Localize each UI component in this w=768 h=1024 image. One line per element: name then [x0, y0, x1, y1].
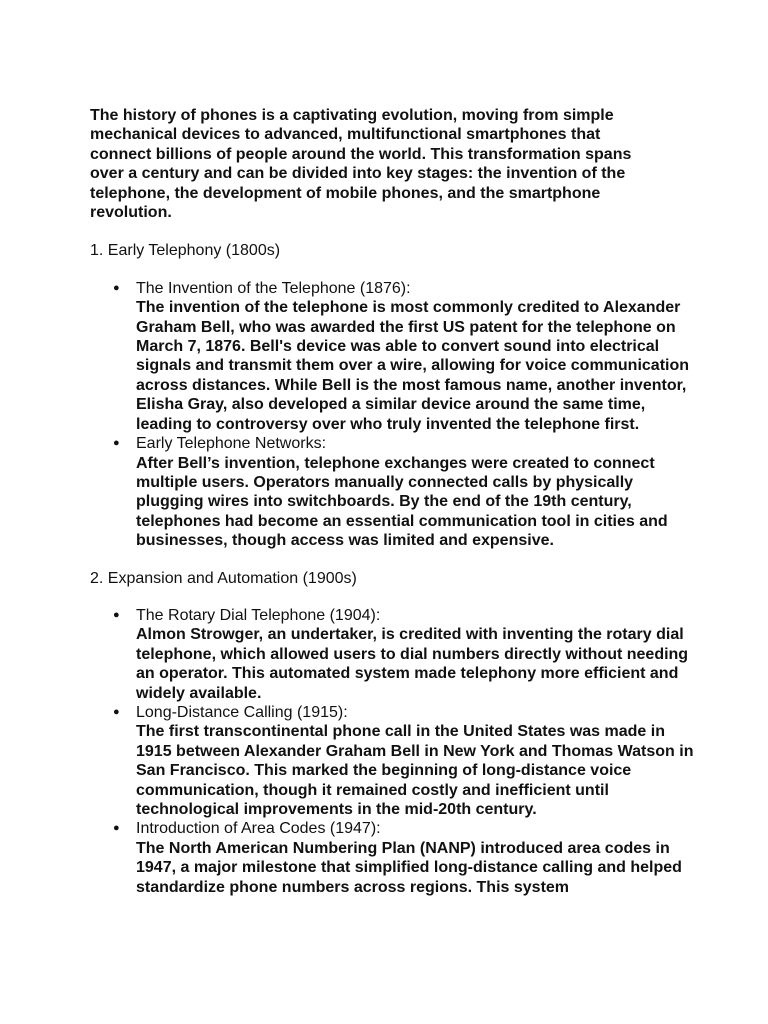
item-body: The North American Numbering Plan (NANP) introduced area codes in 1947, a major milestone that simplified long-distance calling and helped standardize phone numbers across regions. This system	[136, 839, 682, 896]
item-title: Early Telephone Networks:	[136, 435, 327, 453]
list-item	[113, 434, 696, 550]
section-heading: 2. Expansion and Automation (1900s)	[90, 569, 357, 587]
list-item	[113, 606, 696, 703]
item-title: The Invention of the Telephone (1876):	[136, 279, 411, 297]
bullet-icon: ●	[113, 281, 120, 294]
intro-paragraph: The history of phones is a captivating evolution, moving from simple mechanical devices to advanced, multifunctional smartphones that connect billions of people around the world. This transformation spans over a century and can be divided into key stages: the invention of the telephone, the development of mobile phones, and the smartphone revolution.	[90, 107, 632, 222]
bullet-list	[113, 606, 696, 897]
bullet-icon: ●	[113, 437, 120, 450]
list-item	[113, 279, 696, 434]
item-body: The first transcontinental phone call in the United States was made in 1915 between Alexander Graham Bell in New York and Thomas Watson in San Francisco. This marked the beginning of long-distance voice communication, though it remained costly and inefficient until technological improvements in the mid-20th century.	[136, 723, 694, 818]
item-title: The Rotary Dial Telephone (1904):	[136, 606, 381, 624]
bullet-icon: ●	[113, 705, 120, 718]
item-body: The invention of the telephone is most commonly credited to Alexander Graham Bell, who was awarded the first US patent for the telephone on March 7, 1876. Bell's device was able to convert sound into electrical signals and transmit them over a wire, allowing for voice communication across distances. While Bell is the most famous name, another inventor, Elisha Gray, also developed a similar device around the same time, leading to controversy over who truly invented the telephone first.	[136, 299, 690, 433]
section-heading: 1. Early Telephony (1800s)	[90, 242, 281, 260]
item-body: After Bell’s invention, telephone exchanges were created to connect multiple users. Operators manually connected calls by physically plugging wires into switchboards. By the end of the 19th century, telephones had become an essential communication tool in cities and businesses, though access was limited and expensive.	[136, 454, 668, 550]
list-item	[113, 819, 696, 897]
bullet-icon: ●	[113, 608, 120, 621]
item-title: Introduction of Area Codes (1947):	[136, 820, 381, 838]
list-item	[113, 703, 696, 819]
bullet-icon: ●	[113, 822, 120, 835]
item-body: Almon Strowger, an undertaker, is credited with inventing the rotary dial telephone, which allowed users to dial numbers directly without needing an operator. This automated system made telephony more efficient and widely available.	[136, 626, 689, 702]
item-title: Long-Distance Calling (1915):	[136, 703, 348, 721]
bullet-list	[113, 279, 696, 551]
